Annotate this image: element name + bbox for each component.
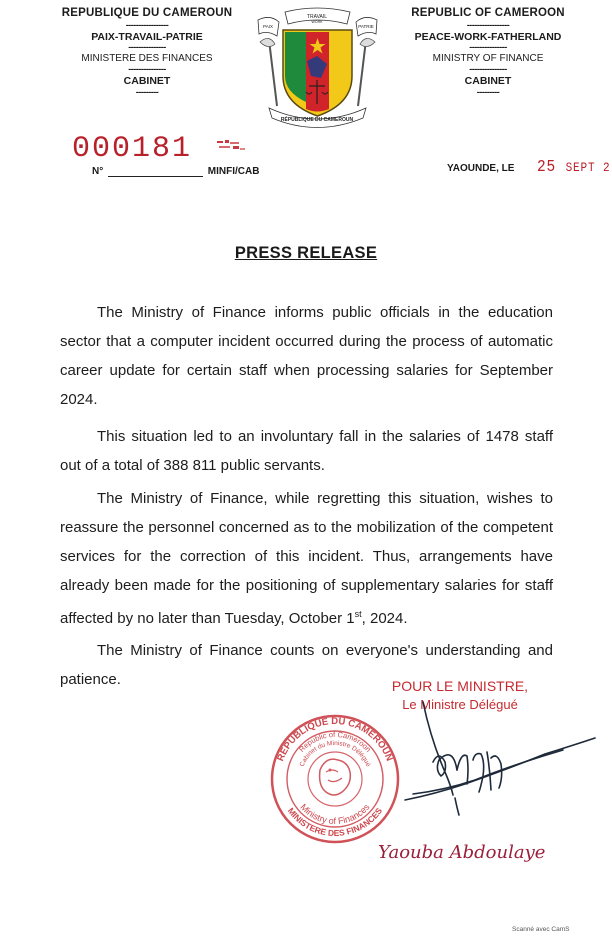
banner-left-text: PAIX (263, 24, 273, 29)
separator: --------- (476, 86, 500, 97)
separator: --------------- (469, 64, 507, 74)
handwritten-signature (395, 700, 600, 835)
stamp-lion-icon (320, 759, 351, 795)
banner-bottom-text: RÉPUBLIQUE DU CAMEROUN (280, 117, 354, 123)
office-en: CABINET (464, 75, 512, 87)
reference-number: 000181 (72, 132, 193, 166)
banner-top-text: TRAVAIL (306, 14, 328, 20)
stamp-bottom2-text: MINISTERE DES FINANCES (285, 805, 385, 839)
separator: --------------- (128, 64, 166, 74)
stamp-smudge (215, 138, 247, 160)
separator: --------------- (128, 42, 166, 52)
signature-title: POUR LE MINISTRE, (391, 678, 529, 694)
separator: ----------------- (466, 19, 510, 30)
banner-top-sub-text: WORK (311, 20, 323, 24)
country-name-en: REPUBLIC OF CAMEROON (411, 7, 565, 19)
ministry-fr: MINISTERE DES FINANCES (81, 53, 213, 64)
reference-blank-line (108, 166, 203, 177)
paragraph-2: This situation led to an involuntary fall in the salaries of 1478 staff out of a total of 388 811 public servants. (60, 428, 553, 474)
ordinal-suffix: st (354, 609, 362, 619)
shield-icon (283, 30, 352, 116)
paragraph-1: The Ministry of Finance informs public officials in the education sector that a computer incident occurred during the process of automatic career update for certain staff when processing salaries for September 2024. (60, 304, 553, 408)
paragraph-3 (60, 484, 553, 633)
motto-fr: PAIX-TRAVAIL-PATRIE (91, 30, 203, 43)
reference-suffix: MINFI/CAB (207, 166, 260, 177)
paragraph-3-text: The Ministry of Finance, while regretting this situation, wishes to reassure the personnel concerned as to the mobilization of the competent services for the correction of this incident. Thus, arrangements have already been made for the positioning of supplementary salaries for staff affected by no later than Tuesday, October 1 (60, 490, 553, 627)
date-label: YAOUNDE, LE (447, 163, 515, 174)
paragraph-3-end: , 2024. (361, 610, 408, 627)
scanner-footer: Scanné avec CamS (512, 926, 570, 933)
banner-right-text: PATRIE (358, 24, 374, 29)
stamp-inner-text: Cabinet du Ministre Délégué (298, 739, 372, 768)
stamp-top2-text: Republic of Cameroon (297, 729, 373, 754)
date-stamp (537, 158, 610, 177)
separator: ----------------- (125, 19, 169, 30)
document-title: PRESS RELEASE (234, 244, 378, 262)
separator: --------------- (469, 42, 507, 52)
date-day: 25 (537, 158, 557, 177)
motto-en: PEACE-WORK-FATHERLAND (414, 30, 562, 43)
paragraph-4: The Ministry of Finance counts on everyone's understanding and patience. (60, 642, 553, 688)
official-stamp-seal (268, 712, 402, 846)
separator: --------- (135, 86, 159, 97)
office-fr: CABINET (123, 75, 171, 87)
stamp-top-text: REPUBLIQUE DU CAMEROUN (275, 715, 395, 763)
coat-of-arms-emblem (255, 6, 380, 128)
date-month: SEPT 2 (565, 160, 611, 175)
header-french (52, 8, 242, 99)
signatory-name: Yaouba Abdoulaye (378, 842, 546, 863)
reference-line (92, 166, 259, 177)
reference-prefix: N° (92, 166, 104, 177)
stamp-bottom-text: Ministry of Finances (298, 801, 372, 827)
country-name-fr: REPUBLIQUE DU CAMEROUN (61, 7, 233, 19)
header-english (398, 8, 578, 99)
ministry-en: MINISTRY OF FINANCE (432, 53, 544, 64)
signature-subtitle: Le Ministre Délégué (402, 697, 518, 712)
